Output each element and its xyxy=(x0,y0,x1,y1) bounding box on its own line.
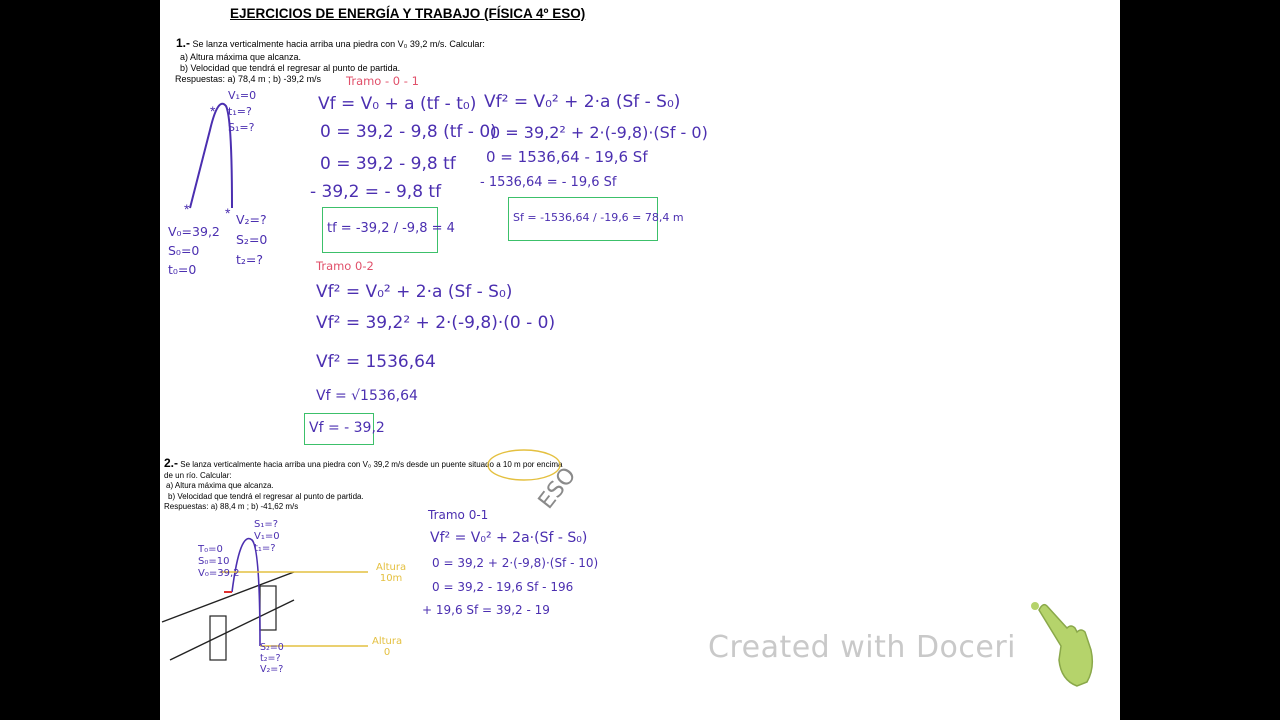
tramo3-eq4: + 19,6 Sf = 39,2 - 19 xyxy=(422,603,550,617)
eso-stamp: ESO xyxy=(533,463,582,514)
tramo1s-eq1: Vf² = V₀² + 2·a (Sf - S₀) xyxy=(484,92,681,112)
tramo2-eq1: Vf² = V₀² + 2·a (Sf - S₀) xyxy=(316,282,513,302)
sketch2-top-labels xyxy=(254,519,280,555)
sketch1-v1: V₁=0 xyxy=(228,89,257,102)
tramo2-eq4: Vf = √1536,64 xyxy=(316,388,418,404)
svg-text:*: * xyxy=(225,205,231,221)
altura-10m-value: 10m xyxy=(379,573,403,584)
sketch2-s1: S₁=? xyxy=(254,519,279,530)
tramo1s-eq3: 0 = 1536,64 - 19,6 Sf xyxy=(486,148,648,166)
doceri-watermark: Created with Doceri xyxy=(708,630,1017,665)
tramo1s-eq2: 0 = 39,2² + 2·(-9,8)·(Sf - 0) xyxy=(490,123,708,142)
problem1-number: 1.- xyxy=(176,36,191,50)
tramo1s-result-box xyxy=(508,197,684,241)
tramo1s-eq4: - 1536,64 = - 19,6 Sf xyxy=(480,175,617,190)
sketch1-s1: S₁=? xyxy=(228,121,255,134)
altura-10m-word: Altura xyxy=(376,562,407,573)
problem2-item-a: a) Altura máxima que alcanza. xyxy=(166,481,274,490)
problem1-item-a: a) Altura máxima que alcanza. xyxy=(180,52,302,62)
sketch1-left-labels xyxy=(168,222,220,279)
tramo2-result: Vf = - 39,2 xyxy=(309,420,385,436)
svg-text:*: * xyxy=(184,201,190,217)
tramo1-eq2: 0 = 39,2 - 9,8 (tf - 0) xyxy=(320,122,497,142)
tramo1-result-box xyxy=(322,207,455,253)
sketch2-t0: T₀=0 xyxy=(198,544,223,555)
sketch2-left-labels xyxy=(198,544,240,580)
tramo1-label: Tramo - 0 - 1 xyxy=(346,74,419,88)
sketch1-right-labels xyxy=(236,210,267,270)
altura-0-word: Altura xyxy=(372,636,403,647)
page-title: EJERCICIOS DE ENERGÍA Y TRABAJO (FÍSICA 4º ESO) xyxy=(230,6,586,21)
pointing-hand-icon xyxy=(1025,598,1095,693)
altura-10m-label xyxy=(376,562,406,584)
sketch1-t2: t₂=? xyxy=(236,252,264,267)
tramo3-eq1: Vf² = V₀² + 2a·(Sf - S₀) xyxy=(430,530,588,546)
problem2-statement: Se lanza verticalmente hacia arriba una piedra con V₀ 39,2 m/s desde un puente situado a 10 m por encima xyxy=(180,460,563,469)
tramo1s-result: Sf = -1536,64 / -19,6 = 78,4 m xyxy=(513,211,684,224)
tramo2-eq2: Vf² = 39,2² + 2·(-9,8)·(0 - 0) xyxy=(316,313,556,333)
sketch1-s2: S₂=0 xyxy=(236,232,268,247)
tramo1-eq3: 0 = 39,2 - 9,8 tf xyxy=(320,154,456,174)
sketch2-v1: V₁=0 xyxy=(254,531,280,542)
sketch2-v2: V₂=? xyxy=(260,664,284,675)
altura-0-value: 0 xyxy=(383,647,391,658)
tramo3-eq3: 0 = 39,2 - 19,6 Sf - 196 xyxy=(432,580,574,594)
tramo1-eq1: Vf = V₀ + a (tf - t₀) xyxy=(318,94,477,114)
sketch2-t1: t₁=? xyxy=(254,543,276,554)
altura-0-label xyxy=(372,636,402,658)
tramo2-result-box xyxy=(304,413,385,445)
sketch2-s2: S₂=0 xyxy=(260,642,284,653)
tramo2-eq3: Vf² = 1536,64 xyxy=(316,352,436,372)
sketch2-s0: S₀=10 xyxy=(198,556,230,567)
sketch1-v2: V₂=? xyxy=(236,212,267,227)
problem1-answers: Respuestas: a) 78,4 m ; b) -39,2 m/s xyxy=(175,74,322,84)
tramo3-label: Tramo 0-1 xyxy=(428,508,489,522)
tramo1-result: tf = -39,2 / -9,8 = 4 xyxy=(327,221,455,236)
sketch2-bottom-labels xyxy=(260,642,284,675)
svg-text:*: * xyxy=(210,103,216,119)
sketch1-v0: V₀=39,2 xyxy=(168,224,220,239)
tramo3-eq2: 0 = 39,2 + 2·(-9,8)·(Sf - 10) xyxy=(432,556,599,570)
problem2-item-b: b) Velocidad que tendrá el regresar al punto de partida. xyxy=(168,492,364,501)
problem2-answers: Respuestas: a) 88,4 m ; b) -41,62 m/s xyxy=(164,502,299,511)
sketch2-v0: V₀=39,2 xyxy=(198,568,240,579)
problem2-number: 2.- xyxy=(164,456,179,470)
sketch1-t0: t₀=0 xyxy=(168,262,197,277)
problem1-item-b: b) Velocidad que tendrá el regresar al punto de partida. xyxy=(180,63,401,73)
sketch1-top-labels xyxy=(228,88,256,136)
document-page xyxy=(160,0,1120,720)
sketch1-s0: S₀=0 xyxy=(168,243,200,258)
tramo1-eq4: - 39,2 = - 9,8 tf xyxy=(310,182,442,202)
sketch2-t2: t₂=? xyxy=(260,653,281,664)
problem1-statement-line xyxy=(176,38,485,50)
tramo2-label: Tramo 0-2 xyxy=(316,259,374,273)
problem2-statement-cont: de un río. Calcular: xyxy=(164,471,232,480)
problem1-statement: Se lanza verticalmente hacia arriba una piedra con V₀ 39,2 m/s. Calcular: xyxy=(192,39,485,49)
sketch1-t1: t₁=? xyxy=(228,105,252,118)
